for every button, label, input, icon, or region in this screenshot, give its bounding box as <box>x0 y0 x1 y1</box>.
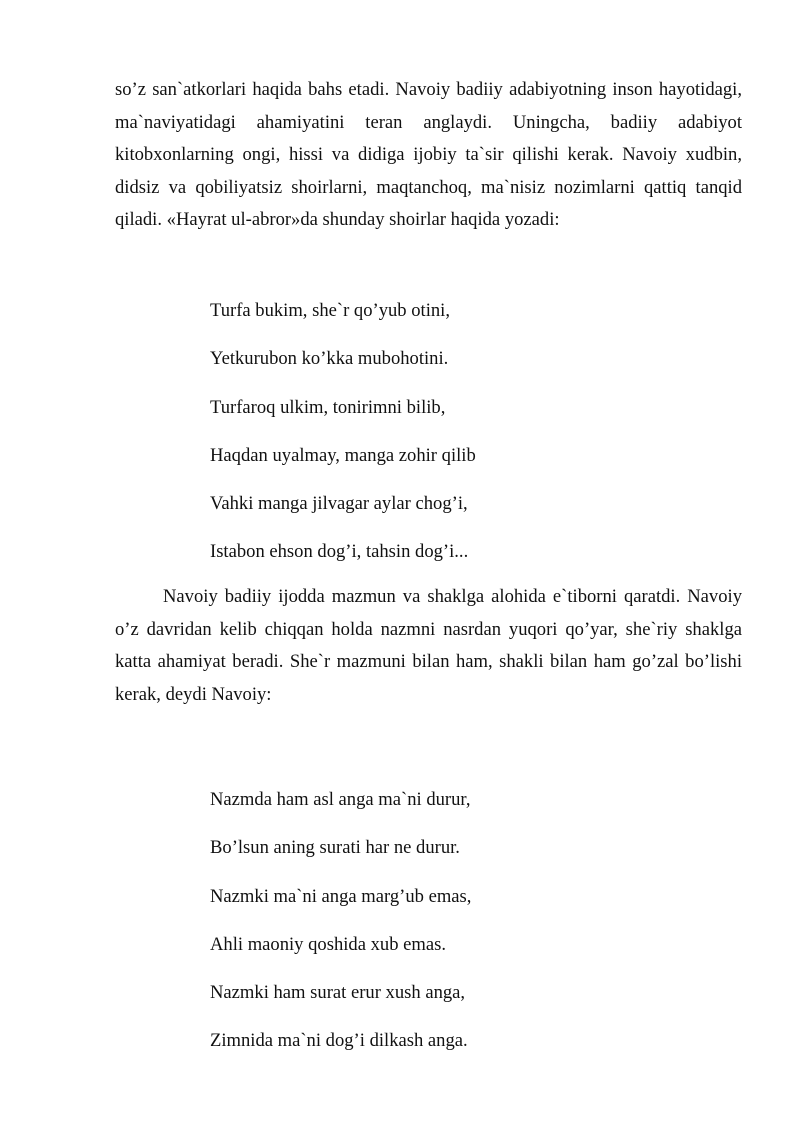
verse-line: Ahli maoniy qoshida xub emas. <box>210 933 447 955</box>
verse-line: Zimnida ma`ni dog’i dilkash anga. <box>210 1030 468 1052</box>
paragraph-intro: so’z san`atkorlari haqida bahs etadi. Navoiy badiiy adabiyotning inson hayotidagi, ma`naviyatidagi ahamiyatini teran anglaydi. Uningcha, badiiy adabiyot kitobxonlarning ongi, hissi va didiga ijobiy ta`sir qilishi kerak. Navoiy xudbin, didsiz va qobiliyatsiz shoirlarni, maqtanchoq, ma`nisiz nozimlarni qattiq tanqid qiladi. «Hayrat ul-abror»da shunday shoirlar haqida yozadi: <box>115 79 742 231</box>
verse-line: Nazmki ham surat erur xush anga, <box>210 982 466 1004</box>
verse-line: Haqdan uyalmay, manga zohir qilib <box>210 444 476 466</box>
verse-line: Nazmda ham asl anga ma`ni durur, <box>210 789 471 810</box>
verse-line: Turfaroq ulkim, tonirimni bilib, <box>210 396 446 418</box>
verse-line: Yetkurubon ko’kka mubohotini. <box>210 348 449 370</box>
paragraph-form-content: Navoiy badiiy ijodda mazmun va shaklga alohida e`tiborni qaratdi. Navoiy o’z davridan kelib chiqqan holda nazmni nasrdan yuqori qo’yar, she`riy shaklga katta ahamiyat beradi. She`r mazmuni bilan ham, shakli bilan ham go’zal bo’lishi kerak, deydi Navoiy: <box>115 586 742 705</box>
verse-block-hayrat <box>210 287 476 577</box>
verse-block-nazm <box>210 776 471 1066</box>
verse-line: Bo’lsun aning surati har ne durur. <box>210 837 460 859</box>
verse-line: Turfa bukim, she`r qo’yub otini, <box>210 300 450 321</box>
verse-line: Istabon ehson dog’i, tahsin dog’i... <box>210 541 469 563</box>
verse-line: Vahki manga jilvagar aylar chog’i, <box>210 493 468 515</box>
verse-line: Nazmki ma`ni anga marg’ub emas, <box>210 885 472 907</box>
